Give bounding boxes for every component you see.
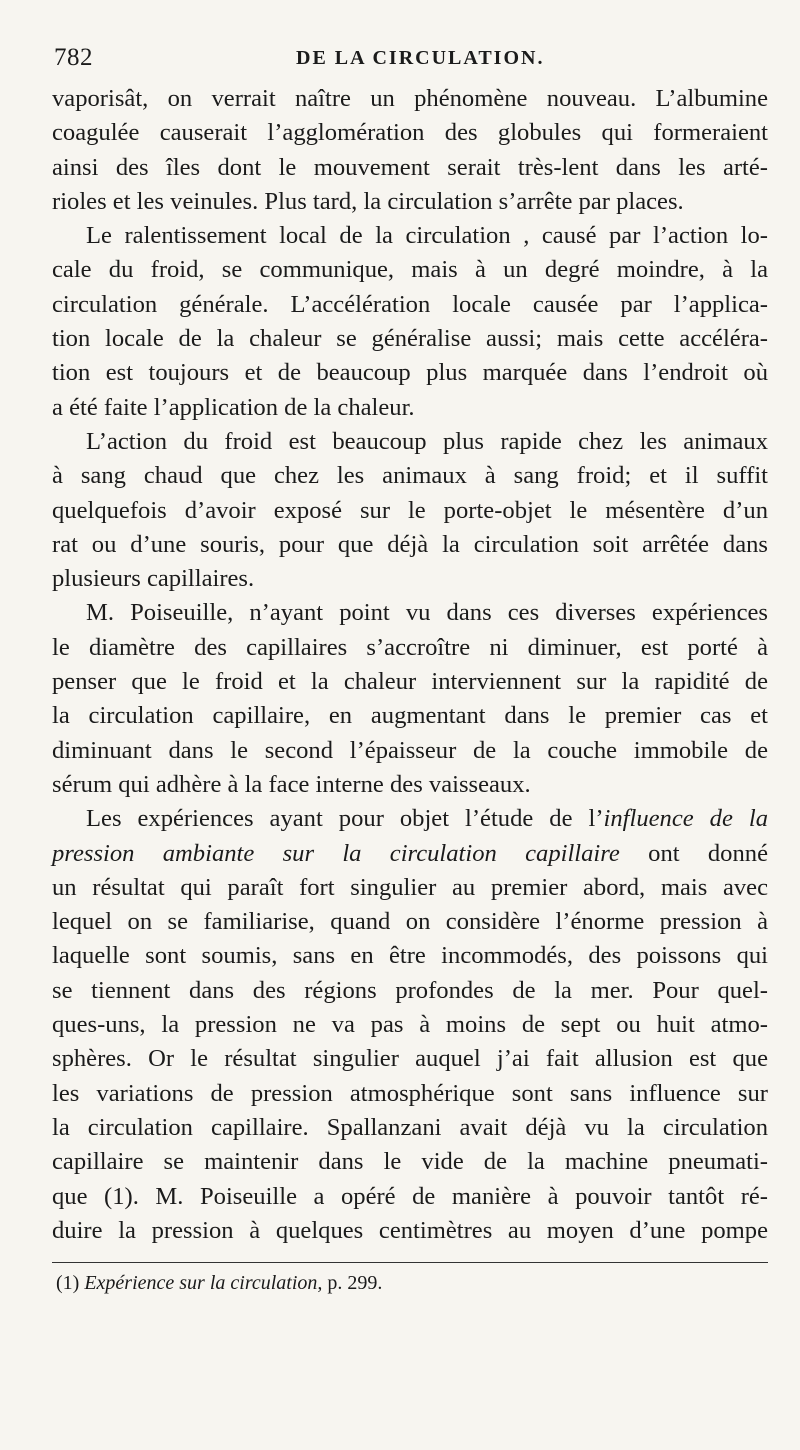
paragraph [52, 425, 768, 596]
text-line: M. Poiseuille, n’ayant point vu dans ces diverses expériences [86, 599, 768, 627]
text-line: circulation générale. L’accélération locale causée par l’applica- [52, 290, 768, 318]
footnote-divider [52, 1262, 768, 1263]
footnote-marker: (1) [56, 1272, 80, 1295]
paragraph [52, 802, 768, 1248]
page-number: 782 [54, 44, 93, 71]
text-line: la circulation capillaire, en augmentant dans le premier cas et [52, 702, 768, 730]
text-line: à sang chaud que chez les animaux à sang froid; et il suffit [52, 462, 768, 490]
footnote [52, 1271, 768, 1295]
italic-text: influence de la [603, 805, 768, 833]
paragraph [52, 82, 768, 219]
text-run: Les expériences ayant pour objet l’étude de l’ [86, 805, 604, 833]
text-line: les variations de pression atmosphérique sont sans influence sur [52, 1079, 768, 1107]
text-line: penser que le froid et la chaleur interviennent sur la rapidité de [52, 668, 768, 696]
page-header [52, 44, 768, 78]
book-page [52, 44, 768, 1295]
text-line: duire la pression à quelques centimètres au moyen d’une pompe [52, 1216, 768, 1244]
text-run: ont donné [619, 839, 768, 867]
text-line: la circulation capillaire. Spallanzani avait déjà vu la circulation [52, 1113, 768, 1141]
text-line: rat ou d’une souris, pour que déjà la circulation soit arrêtée dans [52, 530, 768, 558]
text-line: lequel on se familiarise, quand on considère l’énorme pression à [52, 908, 768, 936]
text-line: vaporisât, on verrait naître un phénomène nouveau. L’albumine [52, 85, 768, 112]
text-line: laquelle sont soumis, sans en être incommodés, des poissons qui [52, 942, 768, 970]
text-line: sphères. Or le résultat singulier auquel j’ai fait allusion est que [52, 1045, 768, 1073]
text-line: tion locale de la chaleur se généralise aussi; mais cette accéléra- [52, 325, 768, 353]
text-line [52, 802, 768, 836]
text-line: plusieurs capillaires. [52, 565, 255, 593]
text-line: sérum qui adhère à la face interne des vaisseaux. [52, 770, 531, 798]
body-text [52, 82, 768, 1248]
footnote-title: Expérience sur la circulation, [84, 1272, 323, 1295]
text-line: Le ralentissement local de la circulation , causé par l’action lo- [86, 222, 768, 250]
text-line: un résultat qui paraît fort singulier au premier abord, mais avec [52, 873, 768, 901]
running-title: DE LA CIRCULATION. [296, 47, 545, 69]
footnote-page: p. 299. [327, 1272, 383, 1295]
text-line: ainsi des îles dont le mouvement serait très-lent dans les arté- [52, 153, 768, 181]
text-line: coagulée causerait l’agglomération des globules qui formeraient [52, 119, 768, 147]
text-line: se tiennent dans des régions profondes de la mer. Pour quel- [52, 976, 768, 1004]
text-line: tion est toujours et de beaucoup plus marquée dans l’endroit où [52, 359, 768, 387]
text-line [52, 837, 768, 871]
text-line: cale du froid, se communique, mais à un degré moindre, à la [52, 256, 768, 284]
italic-text: pression ambiante sur la circulation capillaire [52, 839, 620, 867]
text-line: a été faite l’application de la chaleur. [52, 393, 415, 421]
text-line: rioles et les veinules. Plus tard, la circulation s’arrête par places. [52, 187, 684, 215]
text-line: que (1). M. Poiseuille a opéré de manière à pouvoir tantôt ré- [52, 1182, 768, 1210]
paragraph [52, 219, 768, 425]
text-line: ques-uns, la pression ne va pas à moins de sept ou huit atmo- [52, 1011, 768, 1039]
paragraph [52, 596, 768, 802]
text-line: capillaire se maintenir dans le vide de la machine pneumati- [52, 1148, 768, 1176]
text-line: L’action du froid est beaucoup plus rapide chez les animaux [86, 427, 768, 455]
text-line: diminuant dans le second l’épaisseur de la couche immobile de [52, 736, 768, 764]
text-line: quelquefois d’avoir exposé sur le porte-objet le mésentère d’un [52, 496, 768, 524]
text-line: le diamètre des capillaires s’accroître ni diminuer, est porté à [52, 633, 768, 661]
